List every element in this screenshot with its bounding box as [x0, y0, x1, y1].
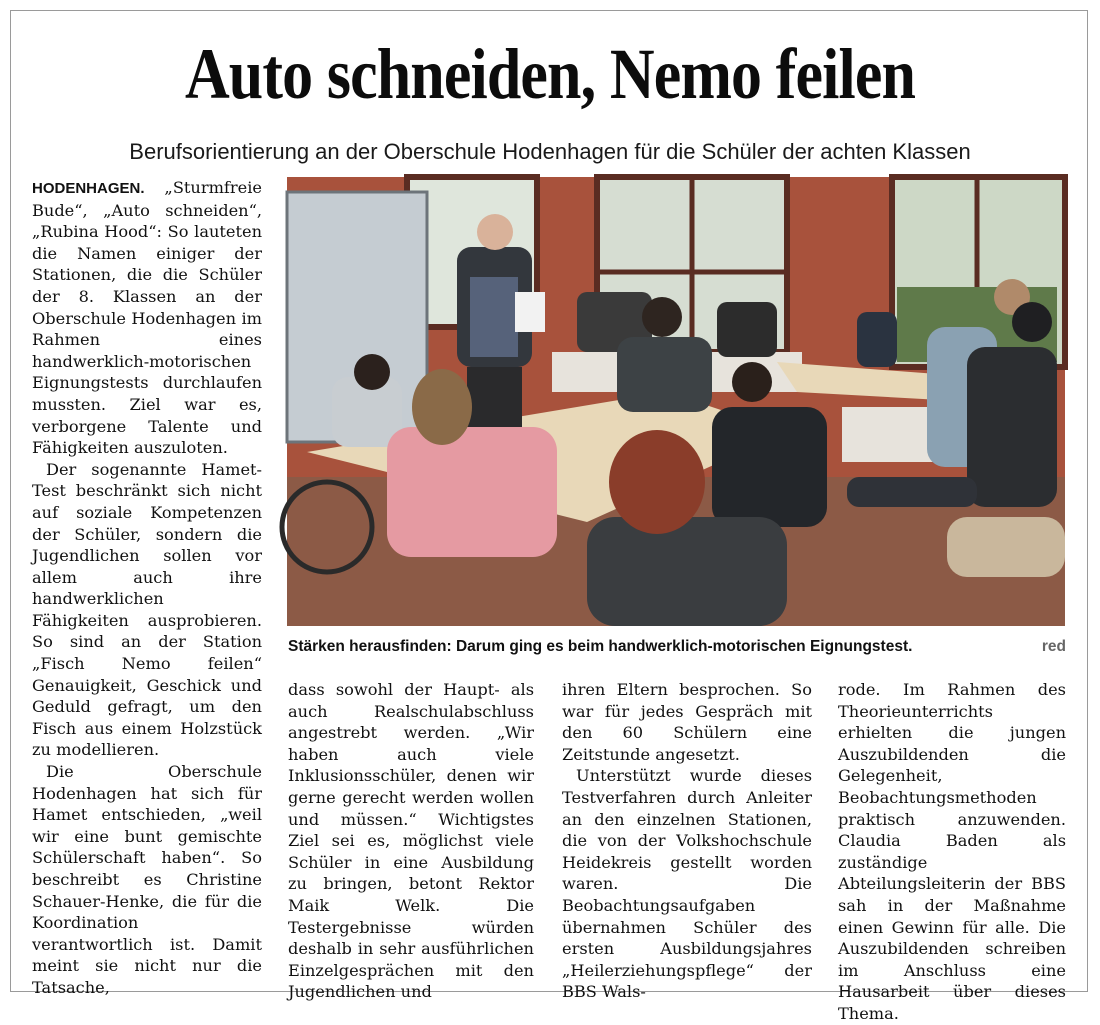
photo-caption: Stärken herausfinden: Darum ging es beim handwerklich-motorischen Eignungstest.: [288, 638, 913, 655]
text-column-3: [562, 679, 812, 1003]
article-subheadline: Berufsorientierung an der Oberschule Hodenhagen für die Schüler der achten Klassen: [129, 139, 971, 164]
text-column-2: [288, 679, 534, 1003]
paragraph: ihren Eltern besprochen. So war für jedes Gespräch mit den 60 Schülern eine Zeitstunde angesetzt.: [562, 680, 812, 764]
photo-credit: red: [1041, 638, 1066, 655]
paragraph: Unterstützt wurde dieses Testverfahren durch Anleiter an den einzelnen Stationen, die von der Volkshochschule Heidekreis gestellt worden waren. Die Beobachtungsaufgaben übernahmen Schüler des ersten Ausbildungsjahres „Heilerziehungspflege“ der BBS Wals-: [562, 766, 812, 1002]
dateline: HODENHAGEN.: [32, 180, 145, 197]
paragraph: HODENHAGEN. „Sturmfreie Bude“, „Auto schneiden“, „Rubina Hood“: So lauteten die Namen einiger der Stationen, die die Schüler der 8. Klassen an der Oberschule Hodenhagen im Rahmen eines handwerklich-motorischen Eignungstests durchlaufen mussten. Ziel war es, verborgene Talente und Fähigkeiten auszuloten.: [32, 178, 262, 458]
paragraph: Der sogenannte Hamet-Test beschränkt sich nicht auf soziale Kompetenzen der Schüler, sondern die Jugendlichen sollen vor allem auch ihre handwerklichen Fähigkeiten ausprobieren. So sind an der Station „Fisch Nemo feilen“ Genauigkeit, Geschick und Geduld gefragt, um den Fisch aus einem Holzstück zu modellieren.: [32, 459, 262, 760]
text-column-4: [838, 679, 1066, 1025]
article-photo: [287, 177, 1065, 626]
paragraph: rode. Im Rahmen des Theorieunterrichts erhielten die jungen Auszubildenden die Gelegenheit, Beobachtungsmethoden praktisch anzuwenden. Claudia Baden als zuständige Abteilungsleiterin der BBS sah in der Maßnahme einen Gewinn für alle. Die Auszubildenden schreiben im Anschluss eine Hausarbeit über dieses Thema.: [838, 680, 1066, 1023]
classroom-photo-illustration: [287, 177, 1065, 626]
article-headline: Auto schneiden, Nemo feilen: [184, 34, 916, 114]
paragraph: dass sowohl der Haupt- als auch Realschulabschluss angestrebt werden. „Wir haben auch viele Inklusionsschüler, denen wir gerne gerecht werden wollen und müssen.“ Wichtigstes Ziel sei es, möglichst viele Schüler in eine Ausbildung zu bringen, betont Rektor Maik Welk. Die Testergebnisse würden deshalb in sehr ausführlichen Einzelgesprächen mit den Jugendlichen und: [288, 680, 534, 1002]
text-column-1: [32, 177, 262, 999]
paragraph: Die Oberschule Hodenhagen hat sich für Hamet entschieden, „weil wir eine bunt gemischte Schülerschaft haben“. So beschreibt es Christine Schauer-Henke, die für die Koordination verantwortlich ist. Damit meint sie nicht nur die Tatsache,: [32, 762, 262, 997]
